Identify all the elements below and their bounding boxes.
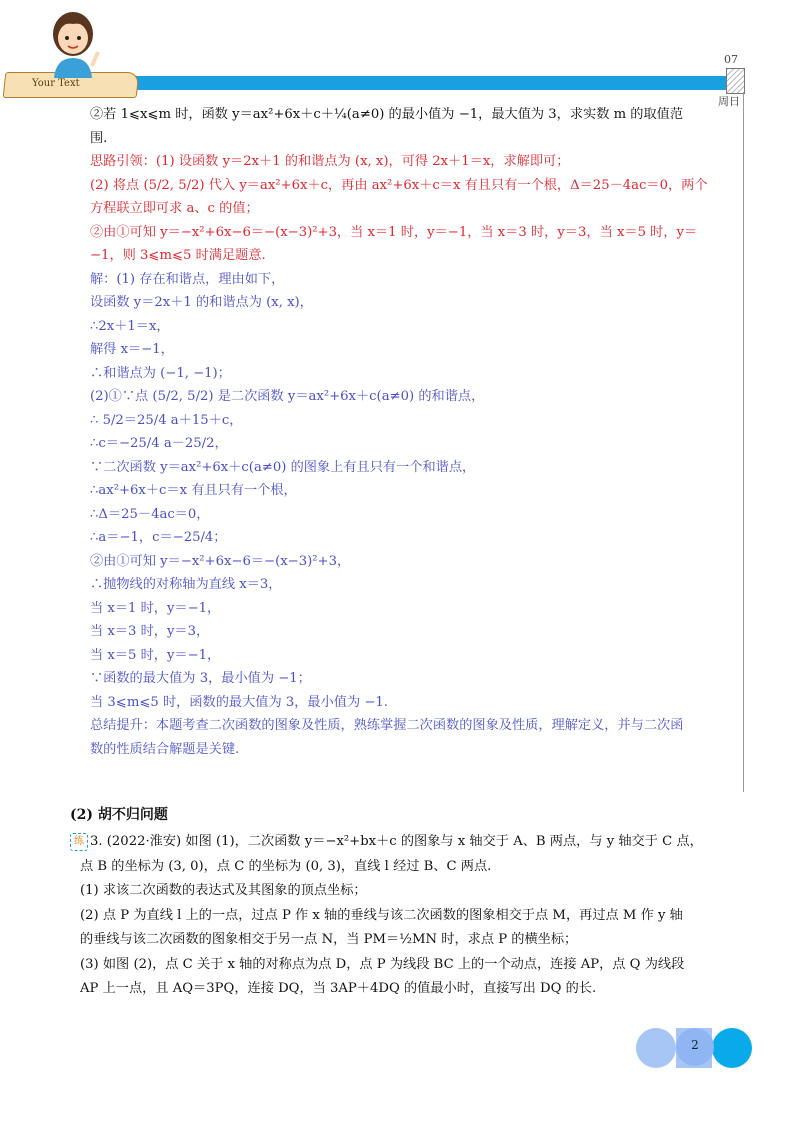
- content-line: 当 3⩽m⩽5 时，函数的最大值为 3，最小值为 −1.: [90, 694, 388, 710]
- content-line: 思路引领：(1) 设函数 y＝2x＋1 的和谐点为 (x, x)，可得 2x＋1＝x，求解即可；: [90, 154, 570, 169]
- question-line: 的垂线与该二次函数的图象相交于另一点 N，当 PM＝½MN 时，求点 P 的横坐标；: [80, 932, 578, 947]
- content-line: 设函数 y＝2x＋1 的和谐点为 (x, x)，: [90, 295, 313, 310]
- content-line: ∴ax²+6x＋c＝x 有且只有一个根，: [90, 483, 297, 498]
- content-line: 数的性质结合解题是关键.: [90, 741, 240, 757]
- question-line: 3. (2022·淮安) 如图 (1)，二次函数 y＝−x²+bx＋c 的图象与 x 轴交于 A、B 两点，与 y 轴交于 C 点，: [90, 834, 703, 849]
- content-line: ∵二次函数 y＝ax²+6x＋c(a≠0) 的图象上有且只有一个和谐点，: [90, 459, 476, 475]
- content-line: ∴Δ＝25－4ac＝0，: [90, 506, 210, 522]
- content-line: 方程联立即可求 a、c 的值；: [90, 201, 259, 216]
- content-line: ∴抛物线的对称轴为直线 x＝3，: [90, 577, 282, 592]
- week-number: 07: [724, 53, 738, 66]
- content-line: ∴2x＋1＝x，: [90, 318, 170, 334]
- content-line: ②由①可知 y＝−x²+6x−6＝−(x−3)²+3，: [90, 553, 351, 569]
- content-line: 当 x＝5 时，y＝−1，: [90, 647, 221, 663]
- question-line: 点 B 的坐标为 (3, 0)，点 C 的坐标为 (0, 3)，直线 l 经过 B、C 两点.: [80, 858, 492, 874]
- content-line: ∴和谐点为 (−1, −1)；: [90, 365, 231, 381]
- content-line: ∴a＝−1，c＝−25/4；: [90, 530, 227, 545]
- content-line: 当 x＝3 时，y＝3，: [90, 624, 210, 639]
- week-label: 周日: [718, 95, 740, 108]
- right-margin-line: [743, 92, 744, 792]
- page-badge-right: [712, 1028, 752, 1068]
- content-line: 解：(1) 存在和谐点，理由如下，: [90, 271, 285, 287]
- question-line: (3) 如图 (2)，点 C 关于 x 轴的对称点为点 D，点 P 为线段 BC 上的一个动点，连接 AP，点 Q 为线段: [80, 956, 685, 972]
- question-line: AP 上一点，且 AQ＝3PQ，连接 DQ，当 3AP＋4DQ 的值最小时，直接写出 DQ 的长.: [80, 981, 597, 996]
- header-tab-text: Your Text: [32, 78, 80, 89]
- content-line: 总结提升：本题考查二次函数的图象及性质，熟练掌握二次函数的图象及性质，理解定义，并与二次函: [90, 718, 684, 733]
- practice-badge-icon: 练: [70, 833, 88, 851]
- page-badge-left: [636, 1028, 676, 1068]
- content-line: −1，则 3⩽m⩽5 时满足题意.: [90, 248, 266, 263]
- content-line: (2) 将点 (5/2, 5/2) 代入 y＝ax²+6x＋c，再由 ax²+6x＋c＝x 有且只有一个根，Δ＝25－4ac＝0，两个: [90, 177, 708, 193]
- solution-content: [90, 103, 730, 761]
- content-line: ∴ 5/2＝25/4 a＋15＋c，: [90, 412, 243, 428]
- content-line: (2)①∵点 (5/2, 5/2) 是二次函数 y＝ax²+6x＋c(a≠0) 的和谐点，: [90, 389, 485, 404]
- content-line: ∵函数的最大值为 3，最小值为 −1；: [90, 671, 311, 686]
- content-line: 当 x＝1 时，y＝−1，: [90, 600, 221, 616]
- content-line: ②若 1⩽x⩽m 时，函数 y＝ax²+6x＋c＋¼(a≠0) 的最小值为 −1，最大值为 3，求实数 m 的取值范: [90, 107, 684, 122]
- teacher-avatar-icon: [40, 8, 108, 78]
- question-3: [70, 830, 740, 1002]
- page-number: 2: [691, 1038, 699, 1052]
- week-hatched-box: [726, 68, 745, 94]
- question-line: (1) 求该二次函数的表达式及其图象的顶点坐标；: [80, 883, 367, 898]
- content-line: ∴c＝−25/4 a－25/2，: [90, 436, 228, 451]
- question-line-first: [70, 830, 740, 855]
- question-line: (2) 点 P 为直线 l 上的一点，过点 P 作 x 轴的垂线与该二次函数的图象相交于点 M，再过点 M 作 y 轴: [80, 907, 683, 923]
- content-line: 围.: [90, 130, 108, 146]
- section-title: (2) 胡不归问题: [70, 807, 168, 823]
- content-line: ②由①可知 y＝−x²+6x−6＝−(x−3)²+3，当 x＝1 时，y＝−1，当 x＝3 时，y＝3，当 x＝5 时，y＝: [90, 224, 698, 240]
- content-line: 解得 x＝−1，: [90, 342, 174, 357]
